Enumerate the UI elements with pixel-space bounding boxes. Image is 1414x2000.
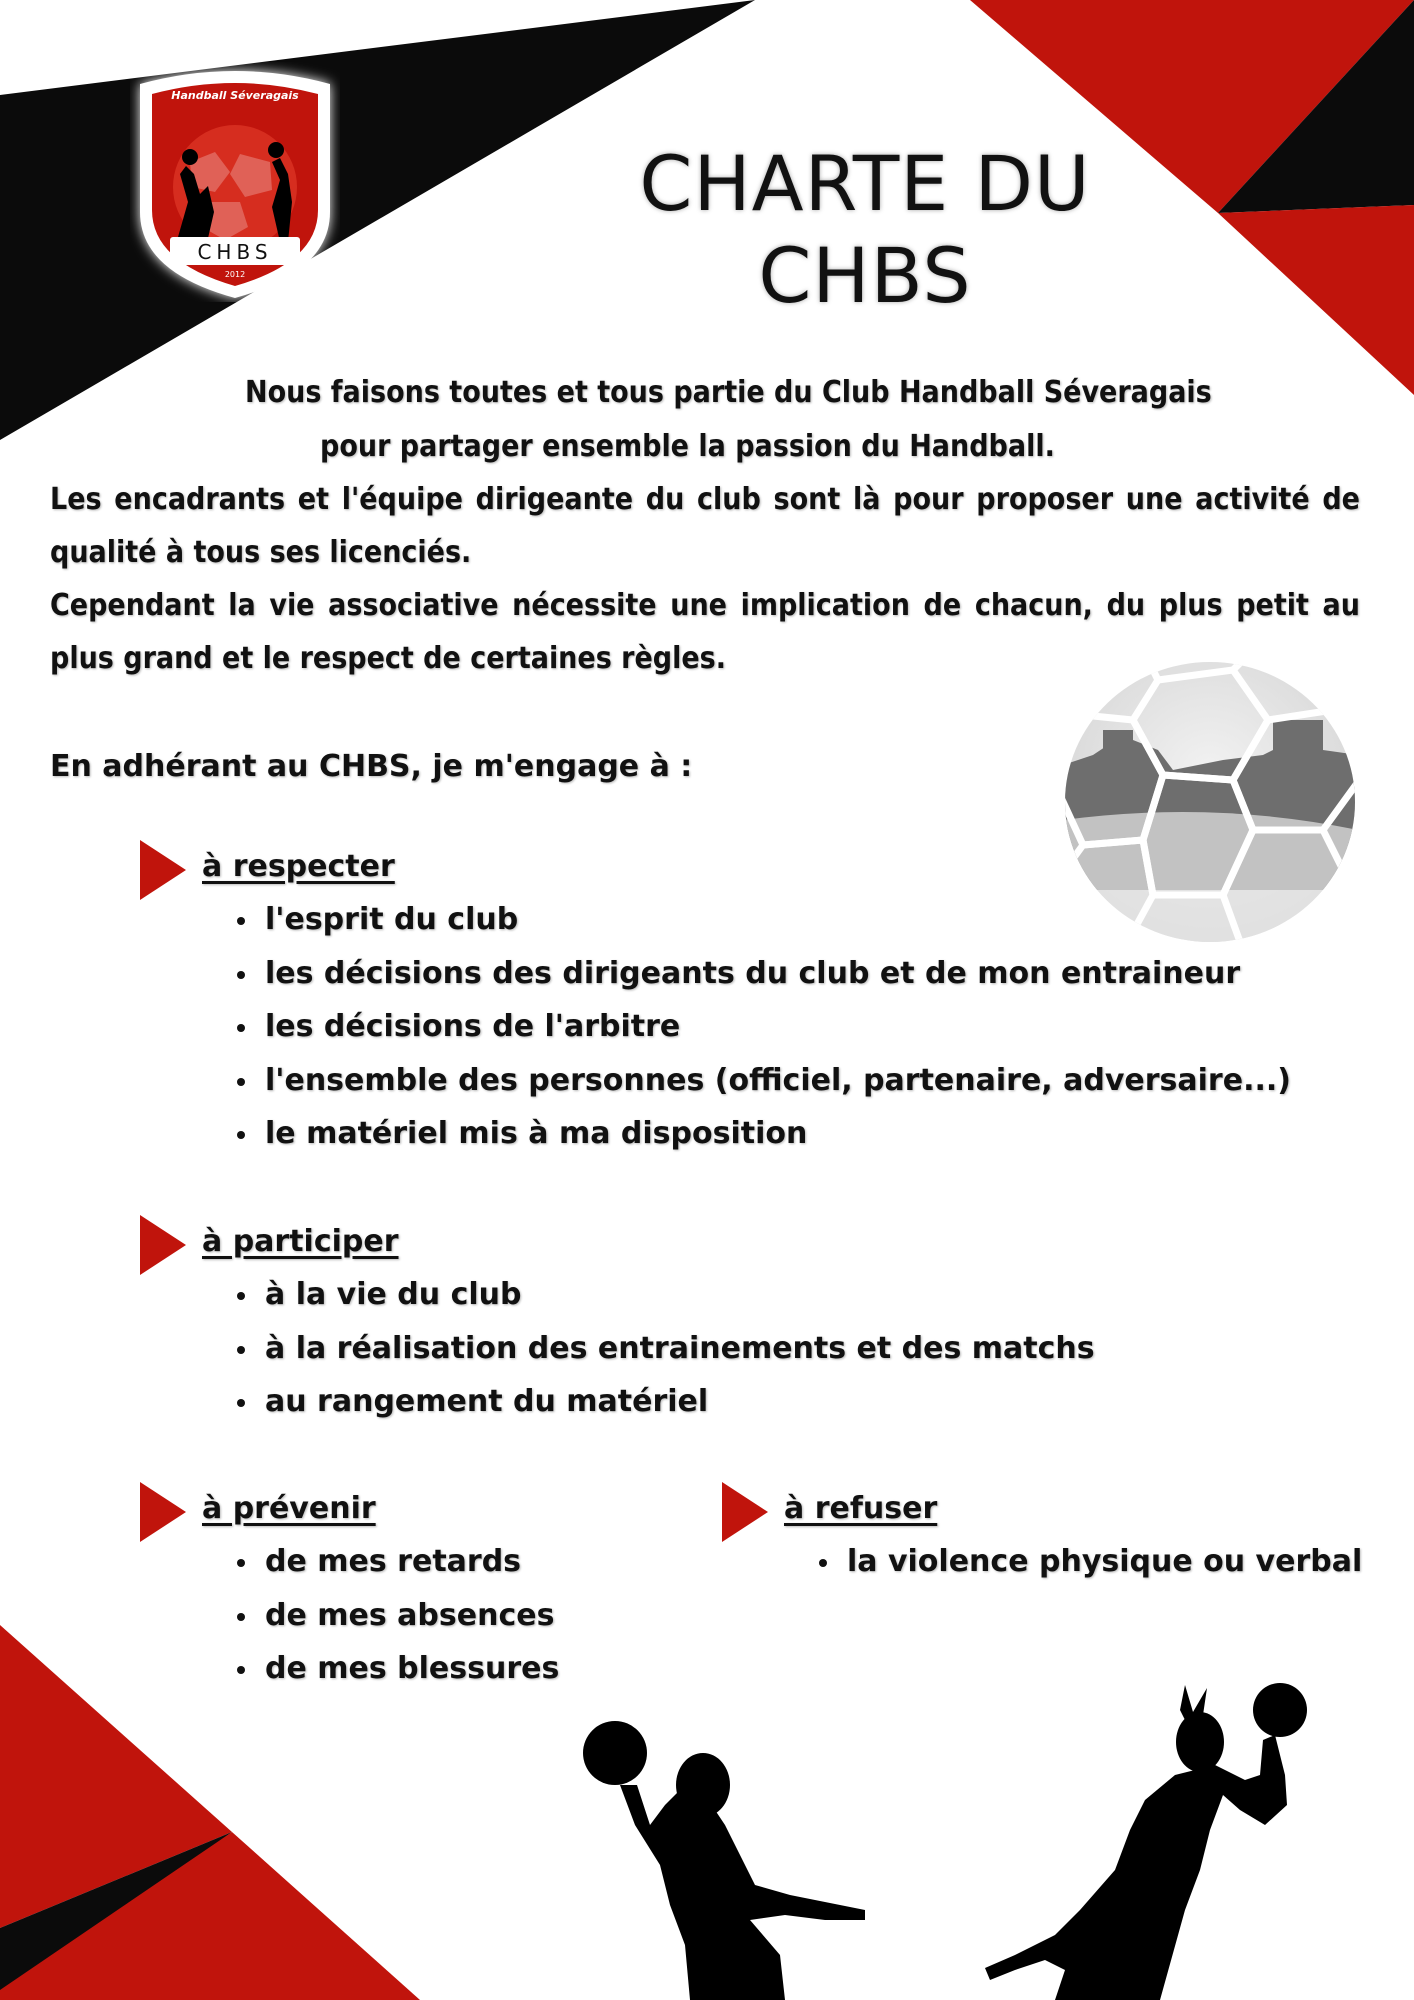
intro-line-2: pour partager ensemble la passion du Handball. xyxy=(320,429,1055,464)
section-respect-title: à respecter xyxy=(202,849,395,884)
list-item: à la réalisation des entrainements et des matchs xyxy=(235,1322,1095,1376)
list-item: de mes blessures xyxy=(235,1642,559,1696)
player-silhouette-right-icon xyxy=(985,1680,1315,2000)
list-item: les décisions des dirigeants du club et de mon entraineur xyxy=(235,947,1291,1001)
list-item: les décisions de l'arbitre xyxy=(235,1000,1291,1054)
section-refuser-title: à refuser xyxy=(784,1491,938,1526)
logo-acronym: CHBS xyxy=(197,240,273,264)
intro-paragraph-2: Cependant la vie associative nécessite une implication de chacun, du plus petit au plus grand et le respect de certaines règles. xyxy=(50,588,1360,676)
arrow-bullet-icon xyxy=(140,1215,186,1275)
list-item: de mes retards xyxy=(235,1535,559,1589)
title-line-1: CHARTE DU xyxy=(639,139,1091,228)
engagement-statement: En adhérant au CHBS, je m'engage à : xyxy=(50,749,693,784)
list-item: l'ensemble des personnes (officiel, partenaire, adversaire...) xyxy=(235,1054,1291,1108)
arrow-bullet-icon xyxy=(140,1482,186,1542)
section-prevenir-title: à prévenir xyxy=(202,1491,376,1526)
section-participer xyxy=(140,1215,1095,1429)
section-refuser-header xyxy=(722,1482,1362,1535)
section-participer-title: à participer xyxy=(202,1224,399,1259)
logo-top-text: Handball Séveragais xyxy=(171,89,299,102)
section-respect xyxy=(140,840,1291,1161)
intro-paragraph-1: Les encadrants et l'équipe dirigeante du club sont là pour proposer une activité de qualité à tous ses licenciés. xyxy=(50,482,1360,570)
section-respect-header xyxy=(140,840,1291,893)
arrow-bullet-icon xyxy=(722,1482,768,1542)
list-item: la violence physique ou verbal xyxy=(817,1535,1362,1589)
list-item: de mes absences xyxy=(235,1589,559,1643)
section-participer-header xyxy=(140,1215,1095,1268)
logo-year: 2012 xyxy=(224,270,246,279)
list-item: l'esprit du club xyxy=(235,893,1291,947)
list-item: à la vie du club xyxy=(235,1268,1095,1322)
top-right-red-lower xyxy=(1218,205,1414,395)
list-item: le matériel mis à ma disposition xyxy=(235,1107,1291,1161)
section-refuser xyxy=(722,1482,1362,1589)
intro-line-1: Nous faisons toutes et tous partie du Club Handball Séveragais xyxy=(245,375,1212,410)
section-prevenir-header xyxy=(140,1482,559,1535)
club-logo xyxy=(130,62,340,302)
list-item: au rangement du matériel xyxy=(235,1375,1095,1429)
title-line-2: CHBS xyxy=(758,231,972,320)
section-prevenir xyxy=(140,1482,559,1696)
page-title xyxy=(565,138,1165,322)
player-silhouette-left-icon xyxy=(575,1715,875,2000)
arrow-bullet-icon xyxy=(140,840,186,900)
intro-paragraphs xyxy=(50,473,1360,685)
